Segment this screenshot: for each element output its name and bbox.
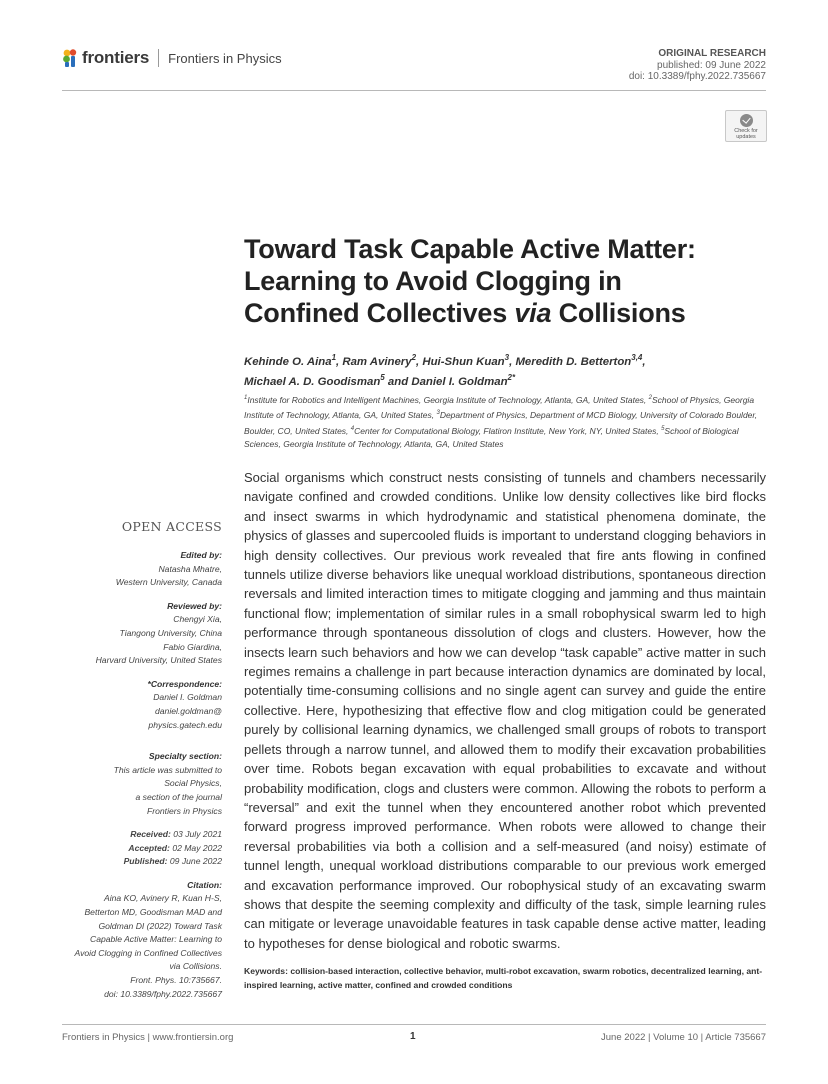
affiliation-marker: 5 [661, 425, 665, 432]
citation-line: via Collisions. [169, 961, 222, 972]
accepted-date: Accepted: 02 May 2022 [128, 842, 222, 853]
reviewer-line: Tiangong University, China [119, 627, 222, 638]
article-title [244, 233, 784, 329]
citation-line: Avoid Clogging in Confined Collectives [74, 947, 222, 958]
correspondence-email[interactable]: physics.gatech.edu [148, 719, 222, 730]
check-for-updates-button[interactable] [725, 110, 767, 142]
citation-heading: Citation: [187, 879, 222, 890]
author-list: Kehinde O. Aina$^1$, Ram Avinery$^2$, Hui-Shun Kuan$^3$, Meredith D. Betterton$^{3,4}$, Michael A. D. Goodisman$^5$ and Daniel I. Goldman$^{2*}$ [244, 353, 646, 388]
footer-divider [62, 1024, 766, 1025]
article-type: ORIGINAL RESEARCH [658, 48, 766, 59]
author-name[interactable]: Hui-Shun Kuan [422, 355, 505, 368]
specialty-section-heading: Specialty section: [148, 751, 222, 762]
editor-line: Natasha Mhatre, [158, 563, 222, 574]
affiliation-marker: 3 [436, 410, 440, 417]
abstract: Social organisms which construct nests consisting of tunnels and chambers necessarily navigate confined and crowded conditions. Unlike low density collectives like bird flocks and insect swarms in which hydrodynamic and statistical phenomena dominate, the physics of glasses and supercooled fluids is important to understand clogging behaviors in high density collectives. Our previous work revealed that fire ants flowing in confined tunnels utilize diverse behaviors like unequal workload distributions, spontaneous direction reversals and limited interaction times to mitigate clogging and jamming and thus maintain functional flow; implementation of similar rules in a small robophysical swarm led to high performance through spontaneous dissolution of clogs and clusters. However, how the insects learn such behaviors and how we can develop “task capable” active matter in such regimes remains a challenge in part because interaction dynamics are dominated by local, potentially time-consuming collisions and no single agent can survey and guide the entire collective. Here, hypothesizing that effective flow and clog mitigation could be generated purely by collisional learning dynamics, we challenged small groups of robots to transport pellets through a narrow tunnel, and allowed them to modify their excavation probabilities over time. Robots began excavation with equal probabilities to excavate and without probability modification, clogs and clusters were common. Allowing the robots to perform a “reversal” and exit the tunnel when they encountered another robot which prevented forward progress improved performance. When robots were allowed to change their reversal probabilities via both a collision and a self-measured (and noisy) estimate of tunnel length, unequal workload distributions comparable to our previous work emerged and excavation performance improved. Our robophysical study of an excavating swarm shows that despite the seeming complexity and difficulty of the task, simple learning rules can mitigate or leverage unavoidable features in task capable dense active matter, leading to hypotheses for dense biological and robotic swarms. [244, 470, 766, 951]
affiliation-text: Institute for Robotics and Intelligent Machines, Georgia Institute of Technology, Atlanta, GA, United States, [247, 394, 649, 405]
logo-text: frontiers [82, 48, 150, 67]
affiliation-text: Center for Computational Biology, Flatiron Institute, New York, NY, United States, [354, 425, 662, 436]
affiliation-marker: 2 [648, 395, 652, 401]
check-updates-line2: updates [736, 134, 756, 140]
published-date: published: 09 June 2022 [657, 59, 766, 71]
keywords-text: collision-based interaction, collective behavior, multi-robot excavation, swarm robotics, decentralized learning, ant-inspired learning, active matter, confined and crowded conditions [244, 966, 763, 990]
specialty-line: a section of the journal [135, 791, 222, 802]
title-line-3-end: Collisions [551, 298, 686, 328]
author-affiliation-marker: 1 [331, 353, 337, 362]
reviewer-line: Chengyi Xia, [173, 614, 222, 625]
specialty-line: Frontiers in Physics [147, 805, 222, 816]
title-line-1: Toward Task Capable Active Matter: [244, 234, 696, 264]
check-icon [740, 114, 753, 127]
article-info-sidebar [50, 549, 222, 1001]
specialty-line: Social Physics, [164, 778, 222, 789]
correspondence-line: Daniel I. Goldman [153, 692, 222, 703]
journal-name[interactable]: Frontiers in Physics [168, 50, 282, 66]
author-affiliation-marker: 3 [504, 353, 510, 362]
editor-line: Western University, Canada [115, 577, 222, 588]
citation-doi[interactable]: doi: 10.3389/fphy.2022.735667 [104, 988, 222, 999]
edited-by-heading: Edited by: [180, 550, 222, 560]
header-doi[interactable]: doi: 10.3389/fphy.2022.735667 [628, 71, 766, 82]
title-line-3-start: Confined Collectives [244, 298, 515, 328]
open-access-label: OPEN ACCESS [121, 519, 222, 534]
author-name[interactable]: Kehinde O. Aina [244, 355, 332, 368]
correspondence-email[interactable]: daniel.goldman@ [154, 705, 222, 716]
author-name[interactable]: Daniel I. Goldman [411, 375, 508, 388]
specialty-line: This article was submitted to [113, 764, 222, 775]
affiliation-text: Department of Physics, Department of MCD Biology, University of Colorado Boulder, Boulder, CO, United States, [244, 410, 758, 436]
citation-line: Betterton MD, Goodisman MAD and [84, 907, 222, 918]
affiliation-text: School of Physics, Georgia Institute of Technology, Atlanta, GA, United States, [244, 394, 755, 421]
author-name[interactable]: Meredith D. Betterton [515, 355, 632, 368]
citation-line: Goldman DI (2022) Toward Task [98, 920, 222, 931]
keywords-label: Keywords: [244, 966, 288, 976]
reviewed-by-heading: Reviewed by: [167, 600, 222, 611]
title-italic-via: via [514, 298, 552, 328]
logo-separator [158, 49, 159, 67]
article-meta [629, 48, 766, 83]
published-date-sidebar: Published: 09 June 2022 [123, 856, 222, 867]
footer-journal-link[interactable]: Frontiers in Physics | www.frontiersin.org [62, 1032, 234, 1043]
affiliations [244, 392, 774, 452]
correspondence-heading: *Correspondence: [147, 678, 222, 689]
author-affiliation-marker: 3,4 [631, 353, 643, 362]
citation-line: Capable Active Matter: Learning to [89, 934, 222, 945]
header-divider [62, 90, 766, 91]
title-line-2: Learning to Avoid Clogging in [244, 266, 622, 296]
author-name[interactable]: Ram Avinery [342, 355, 412, 368]
author-affiliation-marker: 2 [411, 353, 417, 362]
affiliation-marker: 1 [244, 395, 248, 401]
citation-line: Aina KO, Avinery R, Kuan H-S, [104, 893, 222, 904]
reviewer-line: Harvard University, United States [95, 655, 222, 666]
footer-issue-info: June 2022 | Volume 10 | Article 735667 [601, 1032, 766, 1043]
frontiers-logo-icon [62, 48, 78, 68]
author-affiliation-marker: 5 [380, 372, 385, 382]
reviewer-line: Fabio Giardina, [163, 641, 222, 652]
author-affiliation-marker: 2* [507, 372, 516, 382]
affiliation-text: School of Biological Sciences, Georgia Institute of Technology, Atlanta, GA, United States [244, 425, 739, 450]
received-date: Received: 03 July 2021 [130, 829, 222, 840]
citation-line: Front. Phys. 10:735667. [130, 975, 222, 986]
page-number: 1 [410, 1031, 416, 1042]
author-name[interactable]: Michael A. D. Goodisman [244, 375, 381, 388]
title-line-3 [244, 297, 784, 329]
keywords [244, 965, 766, 992]
frontiers-logo[interactable] [62, 48, 282, 68]
check-updates-line1: Check for [734, 128, 758, 134]
affiliation-marker: 4 [350, 425, 355, 432]
